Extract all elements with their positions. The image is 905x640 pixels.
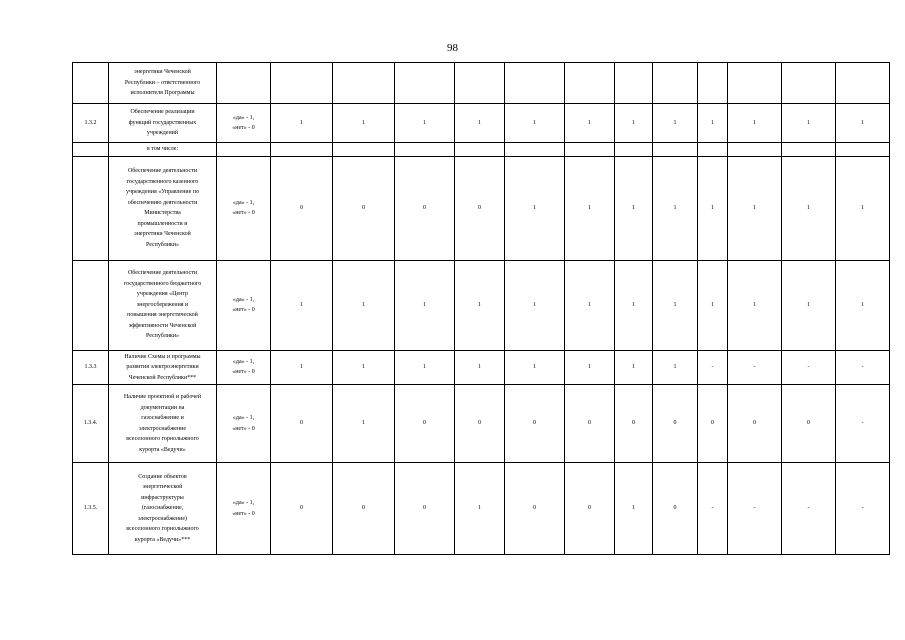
indicators-table xyxy=(72,62,890,555)
unit-of-measure xyxy=(217,104,271,143)
value-cell: 1 xyxy=(455,350,505,385)
value-cell: 0 xyxy=(505,385,565,463)
description-line: Республики» xyxy=(145,241,180,248)
description-line: газоснабжение и xyxy=(141,415,184,421)
value-cell: 1 xyxy=(728,156,782,260)
description-line: курорта «Ведучи»*** xyxy=(134,536,191,543)
value-cell xyxy=(455,63,505,104)
value-cell xyxy=(836,143,890,157)
unit-line: «да» - 1, xyxy=(232,296,255,303)
description-line: Наличие проектной и рабочей xyxy=(123,394,202,400)
unit-of-measure xyxy=(217,463,271,555)
row-number: 1.3.2 xyxy=(73,104,109,143)
table-row xyxy=(73,156,890,260)
value-cell: 1 xyxy=(455,260,505,350)
value-cell: 1 xyxy=(565,156,615,260)
indicator-description xyxy=(109,385,217,463)
description-line: энергетической xyxy=(142,484,183,491)
value-cell: 1 xyxy=(565,260,615,350)
unit-of-measure xyxy=(217,156,271,260)
value-cell xyxy=(505,143,565,157)
value-cell: - xyxy=(836,463,890,555)
table-row xyxy=(73,104,890,143)
unit-line: «да» - 1, xyxy=(232,199,255,206)
value-cell: 0 xyxy=(333,156,395,260)
value-cell: 1 xyxy=(333,260,395,350)
value-cell: 0 xyxy=(271,385,333,463)
unit-line: «да» - 1, xyxy=(232,114,255,121)
unit-of-measure xyxy=(217,350,271,385)
value-cell: 1 xyxy=(395,350,455,385)
value-cell: 1 xyxy=(728,104,782,143)
value-cell xyxy=(698,143,728,157)
description-line: Чеченской Республики*** xyxy=(128,374,197,381)
value-cell: 1 xyxy=(653,156,698,260)
value-cell: 1 xyxy=(698,104,728,143)
value-cell: 1 xyxy=(505,104,565,143)
value-cell: 1 xyxy=(333,104,395,143)
table-row xyxy=(73,350,890,385)
value-cell: 1 xyxy=(728,260,782,350)
value-cell: 1 xyxy=(698,156,728,260)
value-cell: 1 xyxy=(782,104,836,143)
row-number xyxy=(73,63,109,104)
unit-line: «да» - 1, xyxy=(232,500,255,506)
value-cell xyxy=(333,63,395,104)
description-line: функций государственных xyxy=(128,119,197,126)
description-line: (газоснабжение, xyxy=(141,505,184,512)
value-cell xyxy=(271,63,333,104)
description-line: документации на xyxy=(140,404,185,411)
value-cell: 0 xyxy=(455,385,505,463)
value-cell: 0 xyxy=(395,156,455,260)
page-number: 98 xyxy=(447,42,458,54)
value-cell: 1 xyxy=(782,260,836,350)
value-cell: - xyxy=(836,385,890,463)
description-line: Обеспечение деятельности xyxy=(127,168,198,174)
unit-line: «нет» - 0 xyxy=(232,210,255,216)
value-cell: 1 xyxy=(782,156,836,260)
value-cell xyxy=(653,63,698,104)
value-cell xyxy=(395,63,455,104)
description-line: повышения энергетической xyxy=(127,312,198,319)
value-cell xyxy=(728,63,782,104)
description-line: учреждения «Управление по xyxy=(125,189,200,195)
indicator-description xyxy=(109,350,217,385)
table-row xyxy=(73,63,890,104)
value-cell: 0 xyxy=(505,463,565,555)
value-cell: 1 xyxy=(505,156,565,260)
row-number: 1.3.4. xyxy=(73,385,109,463)
value-cell: 1 xyxy=(395,260,455,350)
value-cell xyxy=(395,143,455,157)
description-line: Республики» xyxy=(145,333,180,340)
value-cell xyxy=(615,63,653,104)
value-cell: 1 xyxy=(698,260,728,350)
value-cell: - xyxy=(698,463,728,555)
value-cell: 1 xyxy=(505,260,565,350)
value-cell: 1 xyxy=(653,104,698,143)
unit-of-measure xyxy=(217,63,271,104)
description-line: государственного бюджетного xyxy=(123,280,202,287)
description-line: Обеспечение реализации xyxy=(130,109,195,116)
description-line: учреждения «Центр xyxy=(136,291,189,298)
description-line: развития электроэнергетики xyxy=(126,364,199,370)
value-cell xyxy=(728,143,782,157)
description-line: энергетики Чеченской xyxy=(134,231,191,237)
value-cell xyxy=(782,143,836,157)
value-cell: 1 xyxy=(615,104,653,143)
indicator-description xyxy=(109,260,217,350)
value-cell: 0 xyxy=(653,463,698,555)
row-number: 1.3.5. xyxy=(73,463,109,555)
value-cell: 1 xyxy=(505,350,565,385)
indicator-description xyxy=(109,463,217,555)
indicator-description xyxy=(109,104,217,143)
value-cell: - xyxy=(836,350,890,385)
indicator-description xyxy=(109,63,217,104)
description-line: энергетики Чеченской xyxy=(134,69,191,76)
description-line: инфраструктуры xyxy=(141,494,184,501)
value-cell: - xyxy=(782,463,836,555)
value-cell: 1 xyxy=(455,104,505,143)
row-number: 1.3.3 xyxy=(73,350,109,385)
description-line: Республики – ответственного xyxy=(124,79,201,86)
description-line: государственного казенного xyxy=(126,178,199,185)
description-line: Создание объектов xyxy=(138,473,187,480)
unit-line: «да» - 1, xyxy=(232,415,255,421)
row-number xyxy=(73,260,109,350)
value-cell xyxy=(836,63,890,104)
description-line: всесезонного горнолыжного xyxy=(126,526,199,533)
indicator-description xyxy=(109,156,217,260)
row-number xyxy=(73,143,109,157)
table-row xyxy=(73,260,890,350)
indicator-description xyxy=(109,143,217,157)
table-row xyxy=(73,463,890,555)
value-cell: 1 xyxy=(836,156,890,260)
value-cell: 1 xyxy=(333,385,395,463)
unit-line: «нет» - 0 xyxy=(232,510,255,517)
value-cell xyxy=(653,143,698,157)
value-cell: 1 xyxy=(836,104,890,143)
description-line: электроснабжение xyxy=(138,425,187,432)
unit-line: «да» - 1, xyxy=(232,358,255,365)
value-cell: 1 xyxy=(271,350,333,385)
description-line: Наличие Схемы и программы xyxy=(124,353,201,360)
description-line: обеспечению деятельности xyxy=(127,199,198,206)
value-cell: 1 xyxy=(271,104,333,143)
unit-of-measure xyxy=(217,143,271,157)
table-row xyxy=(73,143,890,157)
value-cell xyxy=(615,143,653,157)
description-line: курорта «Ведучи» xyxy=(139,446,186,453)
value-cell: 1 xyxy=(615,260,653,350)
description-line: эффективности Чеченской xyxy=(128,322,197,329)
value-cell: - xyxy=(698,350,728,385)
description-line: Обеспечение деятельности xyxy=(127,270,198,277)
value-cell: 0 xyxy=(728,385,782,463)
value-cell: 0 xyxy=(698,385,728,463)
unit-line: «нет» - 0 xyxy=(232,369,255,376)
value-cell: 0 xyxy=(333,463,395,555)
value-cell: 1 xyxy=(395,104,455,143)
description-line: электроснабжение) xyxy=(137,515,188,522)
value-cell xyxy=(698,63,728,104)
value-cell: 0 xyxy=(615,385,653,463)
value-cell: 1 xyxy=(653,350,698,385)
value-cell xyxy=(565,143,615,157)
unit-line: «нет» - 0 xyxy=(232,425,255,432)
unit-line: «нет» - 0 xyxy=(232,125,255,131)
value-cell: 1 xyxy=(271,260,333,350)
description-line: исполнителя Программы xyxy=(130,90,195,97)
value-cell xyxy=(271,143,333,157)
value-cell: 1 xyxy=(565,104,615,143)
value-cell: - xyxy=(782,350,836,385)
value-cell: 0 xyxy=(271,156,333,260)
value-cell xyxy=(455,143,505,157)
row-number xyxy=(73,156,109,260)
unit-of-measure xyxy=(217,385,271,463)
description-line: энергосбережения и xyxy=(136,301,189,308)
value-cell: 0 xyxy=(395,463,455,555)
value-cell: 0 xyxy=(565,463,615,555)
value-cell: 1 xyxy=(836,260,890,350)
value-cell: 0 xyxy=(653,385,698,463)
description-line: всесезонного горнолыжного xyxy=(126,436,199,442)
value-cell xyxy=(333,143,395,157)
value-cell xyxy=(782,63,836,104)
value-cell: 1 xyxy=(653,260,698,350)
value-cell: 1 xyxy=(615,463,653,555)
value-cell: 1 xyxy=(615,156,653,260)
value-cell xyxy=(505,63,565,104)
description-line: в том числе: xyxy=(146,146,179,152)
unit-line: «нет» - 0 xyxy=(232,307,255,313)
unit-of-measure xyxy=(217,260,271,350)
value-cell: 0 xyxy=(271,463,333,555)
value-cell: 0 xyxy=(455,156,505,260)
value-cell: 1 xyxy=(615,350,653,385)
value-cell: 0 xyxy=(395,385,455,463)
value-cell: 0 xyxy=(565,385,615,463)
value-cell: 1 xyxy=(565,350,615,385)
value-cell xyxy=(565,63,615,104)
value-cell: 0 xyxy=(782,385,836,463)
description-line: промышленности и xyxy=(137,220,188,227)
value-cell: 1 xyxy=(455,463,505,555)
value-cell: - xyxy=(728,350,782,385)
description-line: Министерства xyxy=(144,210,181,216)
value-cell: 1 xyxy=(333,350,395,385)
table-row xyxy=(73,385,890,463)
description-line: учреждений xyxy=(146,130,179,137)
value-cell: - xyxy=(728,463,782,555)
